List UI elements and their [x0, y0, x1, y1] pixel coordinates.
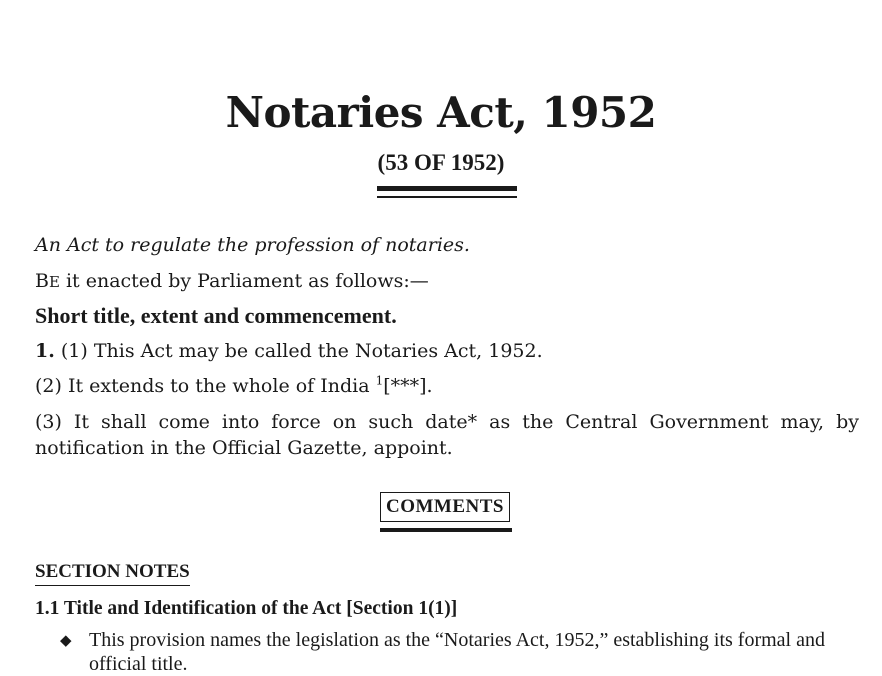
preamble: An Act to regulate the profession of notaries. [35, 234, 470, 256]
subsection-3: (3) It shall come into force on such date* as the Central Government may, by notification in the Official Gazette, appoint. [35, 411, 859, 459]
subsection-1 [35, 338, 859, 364]
comments-rule [380, 528, 512, 532]
title-rule-thick [377, 186, 517, 191]
subsection-2 [35, 373, 859, 399]
footnote-marker[interactable]: 1 [375, 373, 384, 388]
section-heading: Short title, extent and commencement. [35, 303, 397, 328]
title-rule-thin [377, 196, 517, 198]
act-number: (53 OF 1952) [377, 150, 505, 175]
enacting-smallcap: E [48, 273, 60, 291]
act-title: Notaries Act, 1952 [225, 88, 657, 137]
bullet-text: This provision names the legislation as the “Notaries Act, 1952,” establishing its formal and official title. [89, 629, 825, 675]
enacting-rest: it enacted by Parliament as follows:— [59, 270, 429, 292]
enacting-initial: B [35, 270, 49, 292]
subsection-2-omission: [***]. [383, 375, 433, 397]
subsection-1-text: (1) This Act may be called the Notaries Act, 1952. [54, 340, 543, 362]
subsection-2-text: (2) It extends to the whole of India [35, 375, 376, 397]
enacting-formula [35, 268, 859, 295]
note-heading: 1.1 Title and Identification of the Act [Section 1(1)] [35, 598, 458, 619]
section-notes-heading: SECTION NOTES [35, 561, 190, 586]
comments-label: COMMENTS [380, 492, 510, 522]
section-number: 1. [35, 340, 55, 362]
diamond-bullet-icon: ◆ [60, 633, 72, 649]
